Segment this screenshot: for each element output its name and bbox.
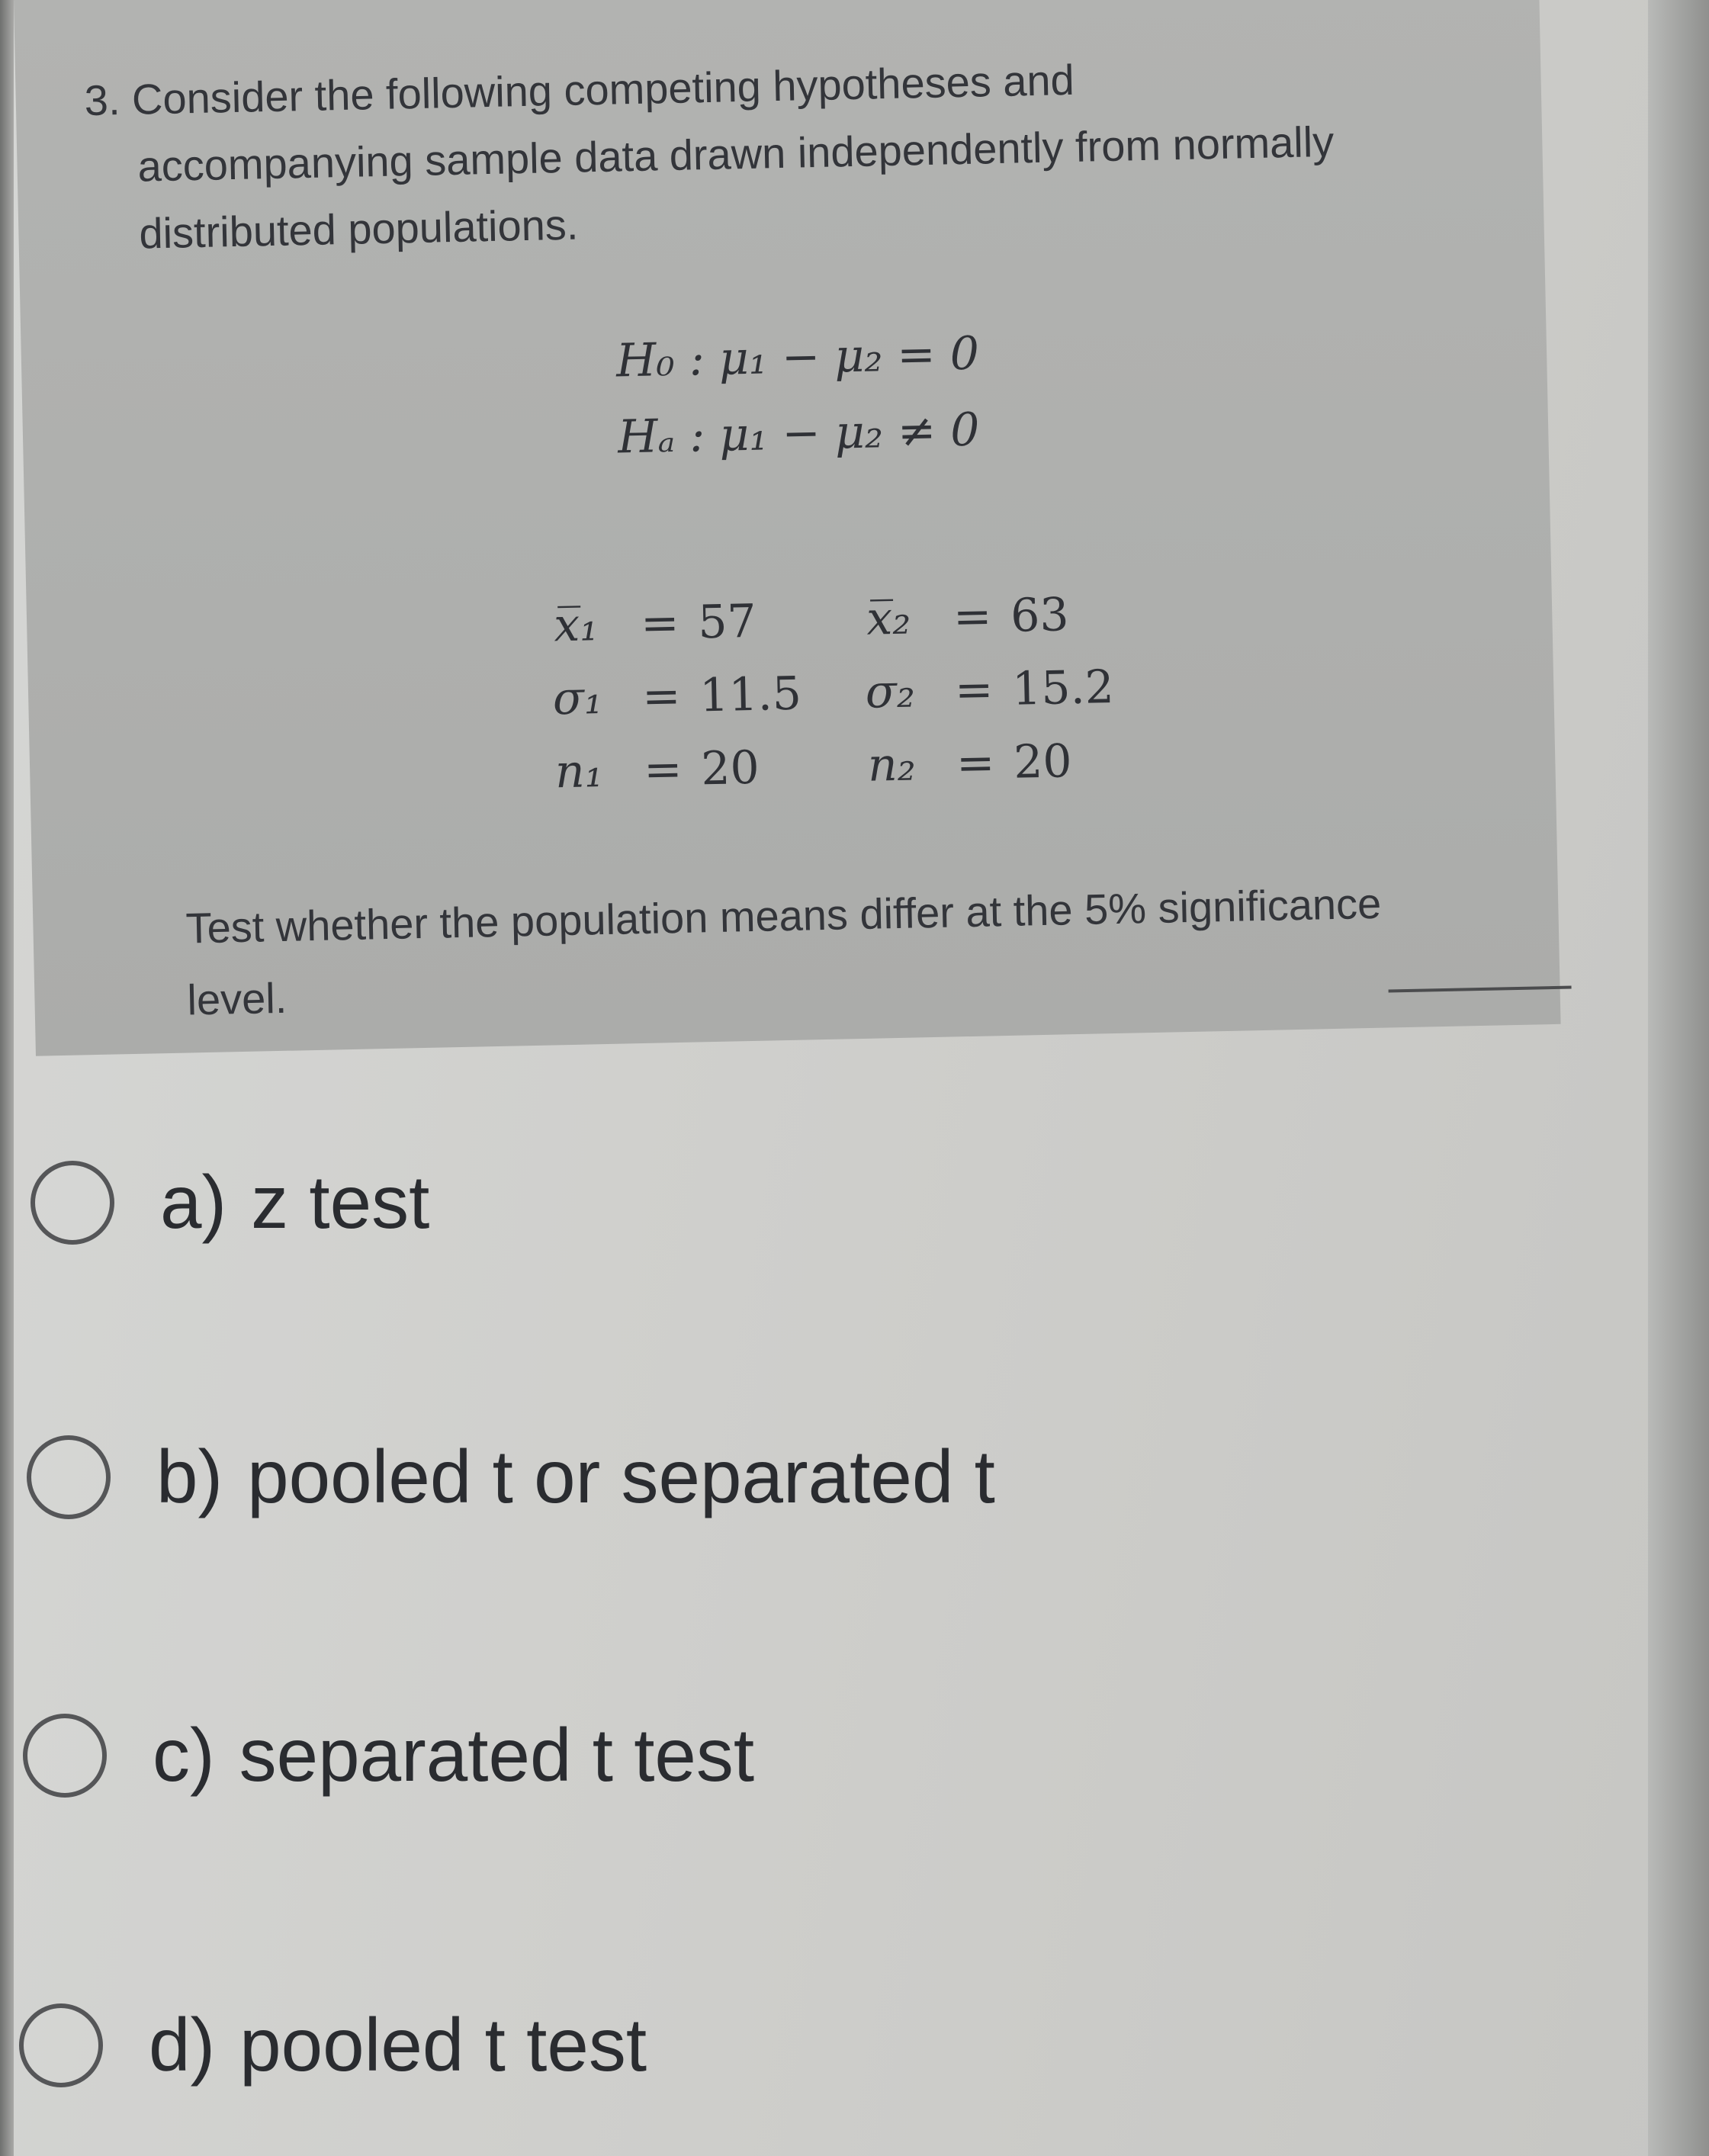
question-line-1: 3. Consider the following competing hypotheses and bbox=[84, 55, 1075, 125]
stat-value: 11.5 bbox=[699, 667, 802, 723]
stat-equals: = bbox=[954, 663, 994, 718]
option-letter: d) bbox=[149, 2003, 216, 2087]
stat-equals: = bbox=[643, 742, 683, 797]
stat-symbol: n₁ bbox=[554, 744, 604, 799]
option-c[interactable] bbox=[23, 1712, 754, 1798]
stats-row-means bbox=[530, 586, 1134, 673]
option-text: separated t test bbox=[239, 1713, 755, 1797]
stats-row-sigmas bbox=[532, 660, 1136, 746]
hypotheses-block bbox=[615, 316, 981, 476]
radio-button-icon[interactable] bbox=[27, 1435, 111, 1519]
stat-symbol: n₂ bbox=[867, 737, 917, 792]
option-b[interactable] bbox=[27, 1434, 995, 1520]
option-text: z test bbox=[251, 1160, 430, 1244]
stats-row-sizes bbox=[533, 733, 1137, 819]
option-a[interactable] bbox=[31, 1159, 429, 1245]
photo-edge-right bbox=[1648, 0, 1709, 2156]
test-line-1: Test whether the population means differ at the 5% significance bbox=[185, 879, 1382, 953]
stat-symbol: σ₁ bbox=[552, 671, 603, 726]
question-panel bbox=[14, 0, 1561, 1056]
question-line-2: accompanying sample data drawn independently from normally bbox=[137, 117, 1335, 191]
stat-value: 20 bbox=[1013, 734, 1073, 789]
stat-equals: = bbox=[952, 590, 993, 644]
radio-button-icon[interactable] bbox=[23, 1714, 107, 1798]
option-label bbox=[149, 2002, 647, 2088]
option-label bbox=[160, 1159, 429, 1245]
question-line-3: distributed populations. bbox=[138, 200, 579, 258]
stat-symbol: x̅₁ bbox=[553, 598, 599, 653]
radio-button-icon[interactable] bbox=[31, 1161, 114, 1245]
stat-equals: = bbox=[641, 669, 682, 724]
question-prompt bbox=[84, 39, 1445, 268]
option-letter: c) bbox=[153, 1713, 215, 1797]
option-letter: b) bbox=[156, 1435, 223, 1518]
test-instruction bbox=[185, 864, 1561, 1036]
alternative-hypothesis: Hₐ : μ₁ − μ₂ ≠ 0 bbox=[617, 403, 981, 464]
photo-edge-left bbox=[0, 0, 14, 2156]
option-d[interactable] bbox=[19, 2002, 647, 2088]
stat-value: 63 bbox=[1010, 588, 1070, 643]
test-line-2: level. bbox=[186, 973, 288, 1024]
stat-value: 15.2 bbox=[1011, 660, 1115, 716]
option-label bbox=[153, 1712, 754, 1798]
stat-symbol: σ₂ bbox=[865, 664, 916, 719]
option-letter: a) bbox=[160, 1160, 227, 1244]
radio-button-icon[interactable] bbox=[19, 2003, 103, 2087]
option-label bbox=[156, 1434, 995, 1520]
stat-value: 20 bbox=[700, 741, 760, 796]
sample-statistics bbox=[530, 586, 1137, 818]
stat-value: 57 bbox=[697, 594, 757, 650]
stat-equals: = bbox=[640, 596, 680, 651]
stat-symbol: x̅₂ bbox=[866, 591, 911, 646]
option-text: pooled t test bbox=[239, 2003, 647, 2087]
null-hypothesis: H₀ : μ₁ − μ₂ = 0 bbox=[615, 326, 980, 388]
option-text: pooled t or separated t bbox=[247, 1435, 995, 1518]
stat-equals: = bbox=[956, 736, 996, 791]
